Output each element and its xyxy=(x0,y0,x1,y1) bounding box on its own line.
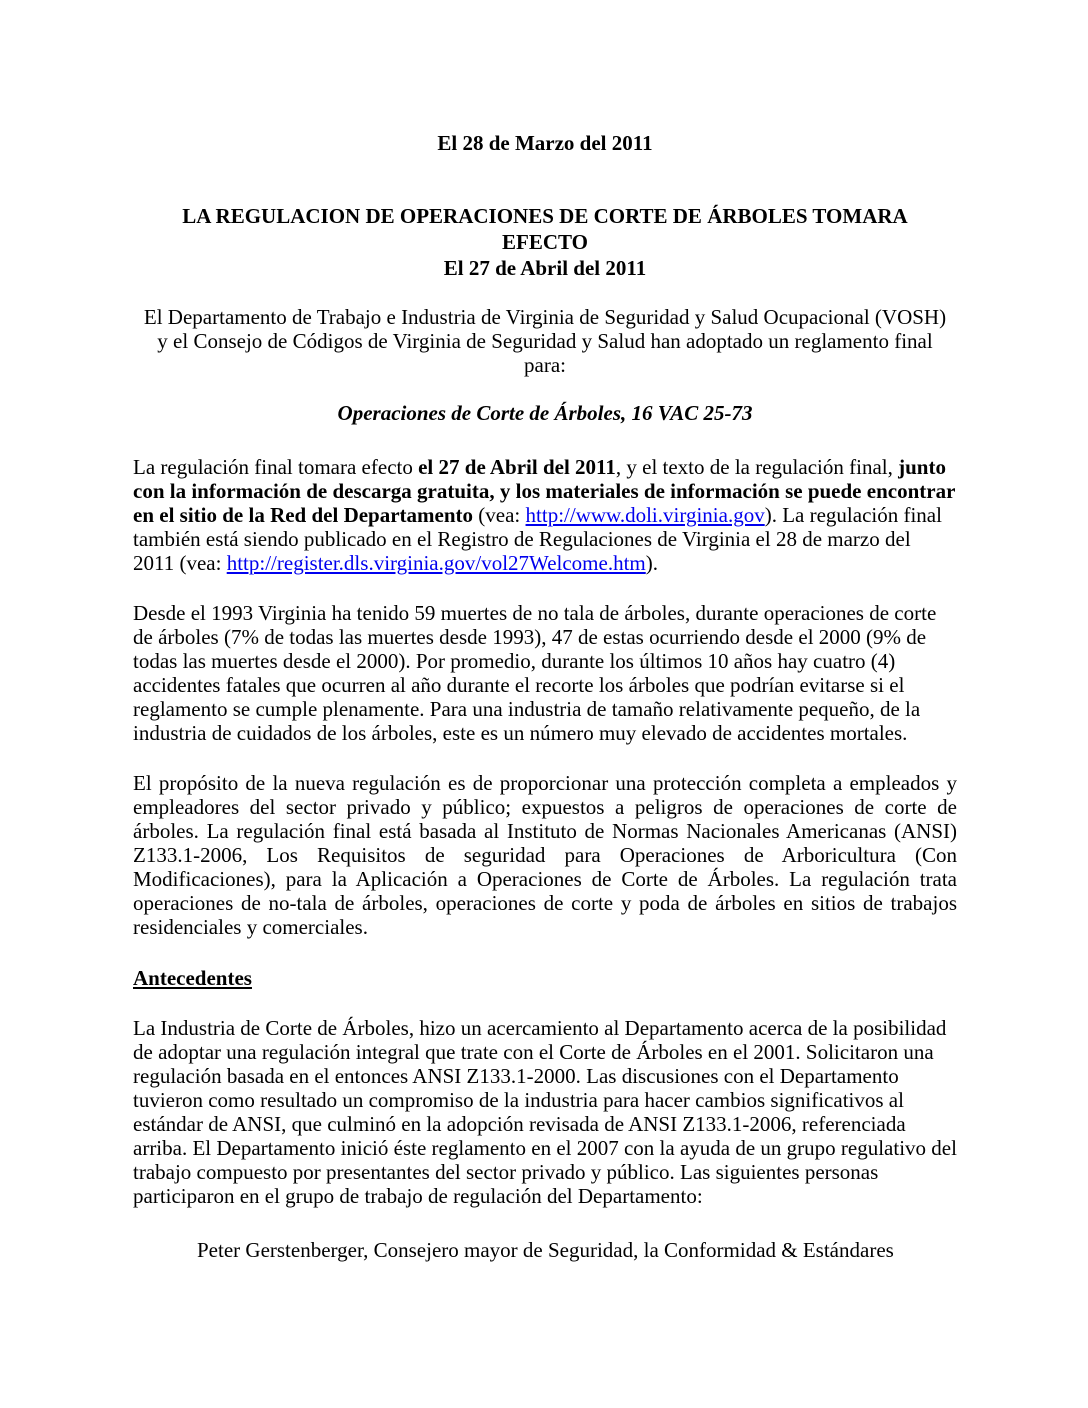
text-run: , y el texto de la regulación final, xyxy=(615,455,899,479)
text-run: ). La regulación final también está siendo publicado en el Registro de Regulaciones de Virginia el 28 de marzo del 2011 (vea: xyxy=(133,503,942,575)
paragraph-fatality-statistics: Desde el 1993 Virginia ha tenido 59 muertes de no tala de árboles, durante operaciones de corte de árboles (7% de todas las muertes desde 1993), 47 de estas ocurriendo desde el 2000 (9% de todas las muertes desde el 2000). Por promedio, durante los últimos 10 años hay cuatro (4) accidentes fatales que ocurren al año durante el recorte los árboles que podrían evitarse si el reglamento se cumple plenamente. Para una industria de tamaño relativamente pequeño, de la industria de cuidados de los árboles, este es un número muy elevado de accidentes mortales. xyxy=(133,601,937,745)
text-run: La regulación final tomara efecto xyxy=(133,455,419,479)
regulation-title: Operaciones de Corte de Árboles, 16 VAC 25-73 xyxy=(337,401,753,425)
register-link[interactable]: http://register.dls.virginia.gov/vol27Welcome.htm xyxy=(226,551,646,575)
doli-link[interactable]: http://www.doli.virginia.gov xyxy=(525,503,765,527)
intro-paragraph xyxy=(133,305,957,377)
text-line: LA REGULACION DE OPERACIONES DE CORTE DE ÁRBOLES TOMARA xyxy=(182,204,908,228)
text-run: el 27 de Abril del 2011 xyxy=(418,455,616,479)
text-line: El Departamento de Trabajo e Industria de Virginia de Seguridad y Salud Ocupacional (VOSH) xyxy=(143,305,947,329)
paragraph-purpose: El propósito de la nueva regulación es de proporcionar una protección completa a empleados y empleadores del sector privado y público; expuestos a peligros de operaciones de corte de árboles. La regulación final está basada al Instituto de Normas Nacionales Americanas (ANSI) Z133.1-2006, Los Requisitos de seguridad para Operaciones de Arboricultura (Con Modificaciones), para la Aplicación a Operaciones de Corte de Árboles. La regulación trata operaciones de no-tala de árboles, operaciones de corte y poda de árboles en sitios de trabajos residenciales y comerciales. xyxy=(133,771,957,939)
participant-line: Peter Gerstenberger, Consejero mayor de Seguridad, la Conformidad & Estándares xyxy=(197,1238,894,1262)
text-run: junto con la información de descarga gratuita, y los materiales de información se puede encontrar en el sitio de la Red del Departamento xyxy=(133,455,956,527)
paragraph-background-history: La Industria de Corte de Árboles, hizo un acercamiento al Departamento acerca de la posibilidad de adoptar una regulación integral que trate con el Corte de Árboles en el 2001. Solicitaron una regulación basada en el entonces ANSI Z133.1-2000. Las discusiones con el Departamento tuvieron como resultado un compromiso de la industria para hacer cambios significativos al estándar de ANSI, que culminó en la adopción revisada de ANSI Z133.1-2006, referenciada arriba. El Departamento inició éste reglamento en el 2007 con la ayuda de un grupo regulativo del trabajo compuesto por presentantes del sector privado y público. Las siguientes personas participaron en el grupo de trabajo de regulación del Departamento: xyxy=(133,1016,957,1208)
main-title xyxy=(133,203,957,281)
date-line: El 28 de Marzo del 2011 xyxy=(437,131,653,155)
text-line: EFECTO xyxy=(502,230,588,254)
text-run: ). xyxy=(645,551,658,575)
paragraph-effective-date xyxy=(133,455,957,575)
text-line: para: xyxy=(524,353,566,377)
text-run: (vea: xyxy=(473,503,526,527)
text-line: y el Consejo de Códigos de Virginia de Seguridad y Salud han adoptado un reglamento final xyxy=(157,329,933,353)
antecedentes-heading: Antecedentes xyxy=(133,966,252,990)
text-line: El 27 de Abril del 2011 xyxy=(443,256,647,280)
